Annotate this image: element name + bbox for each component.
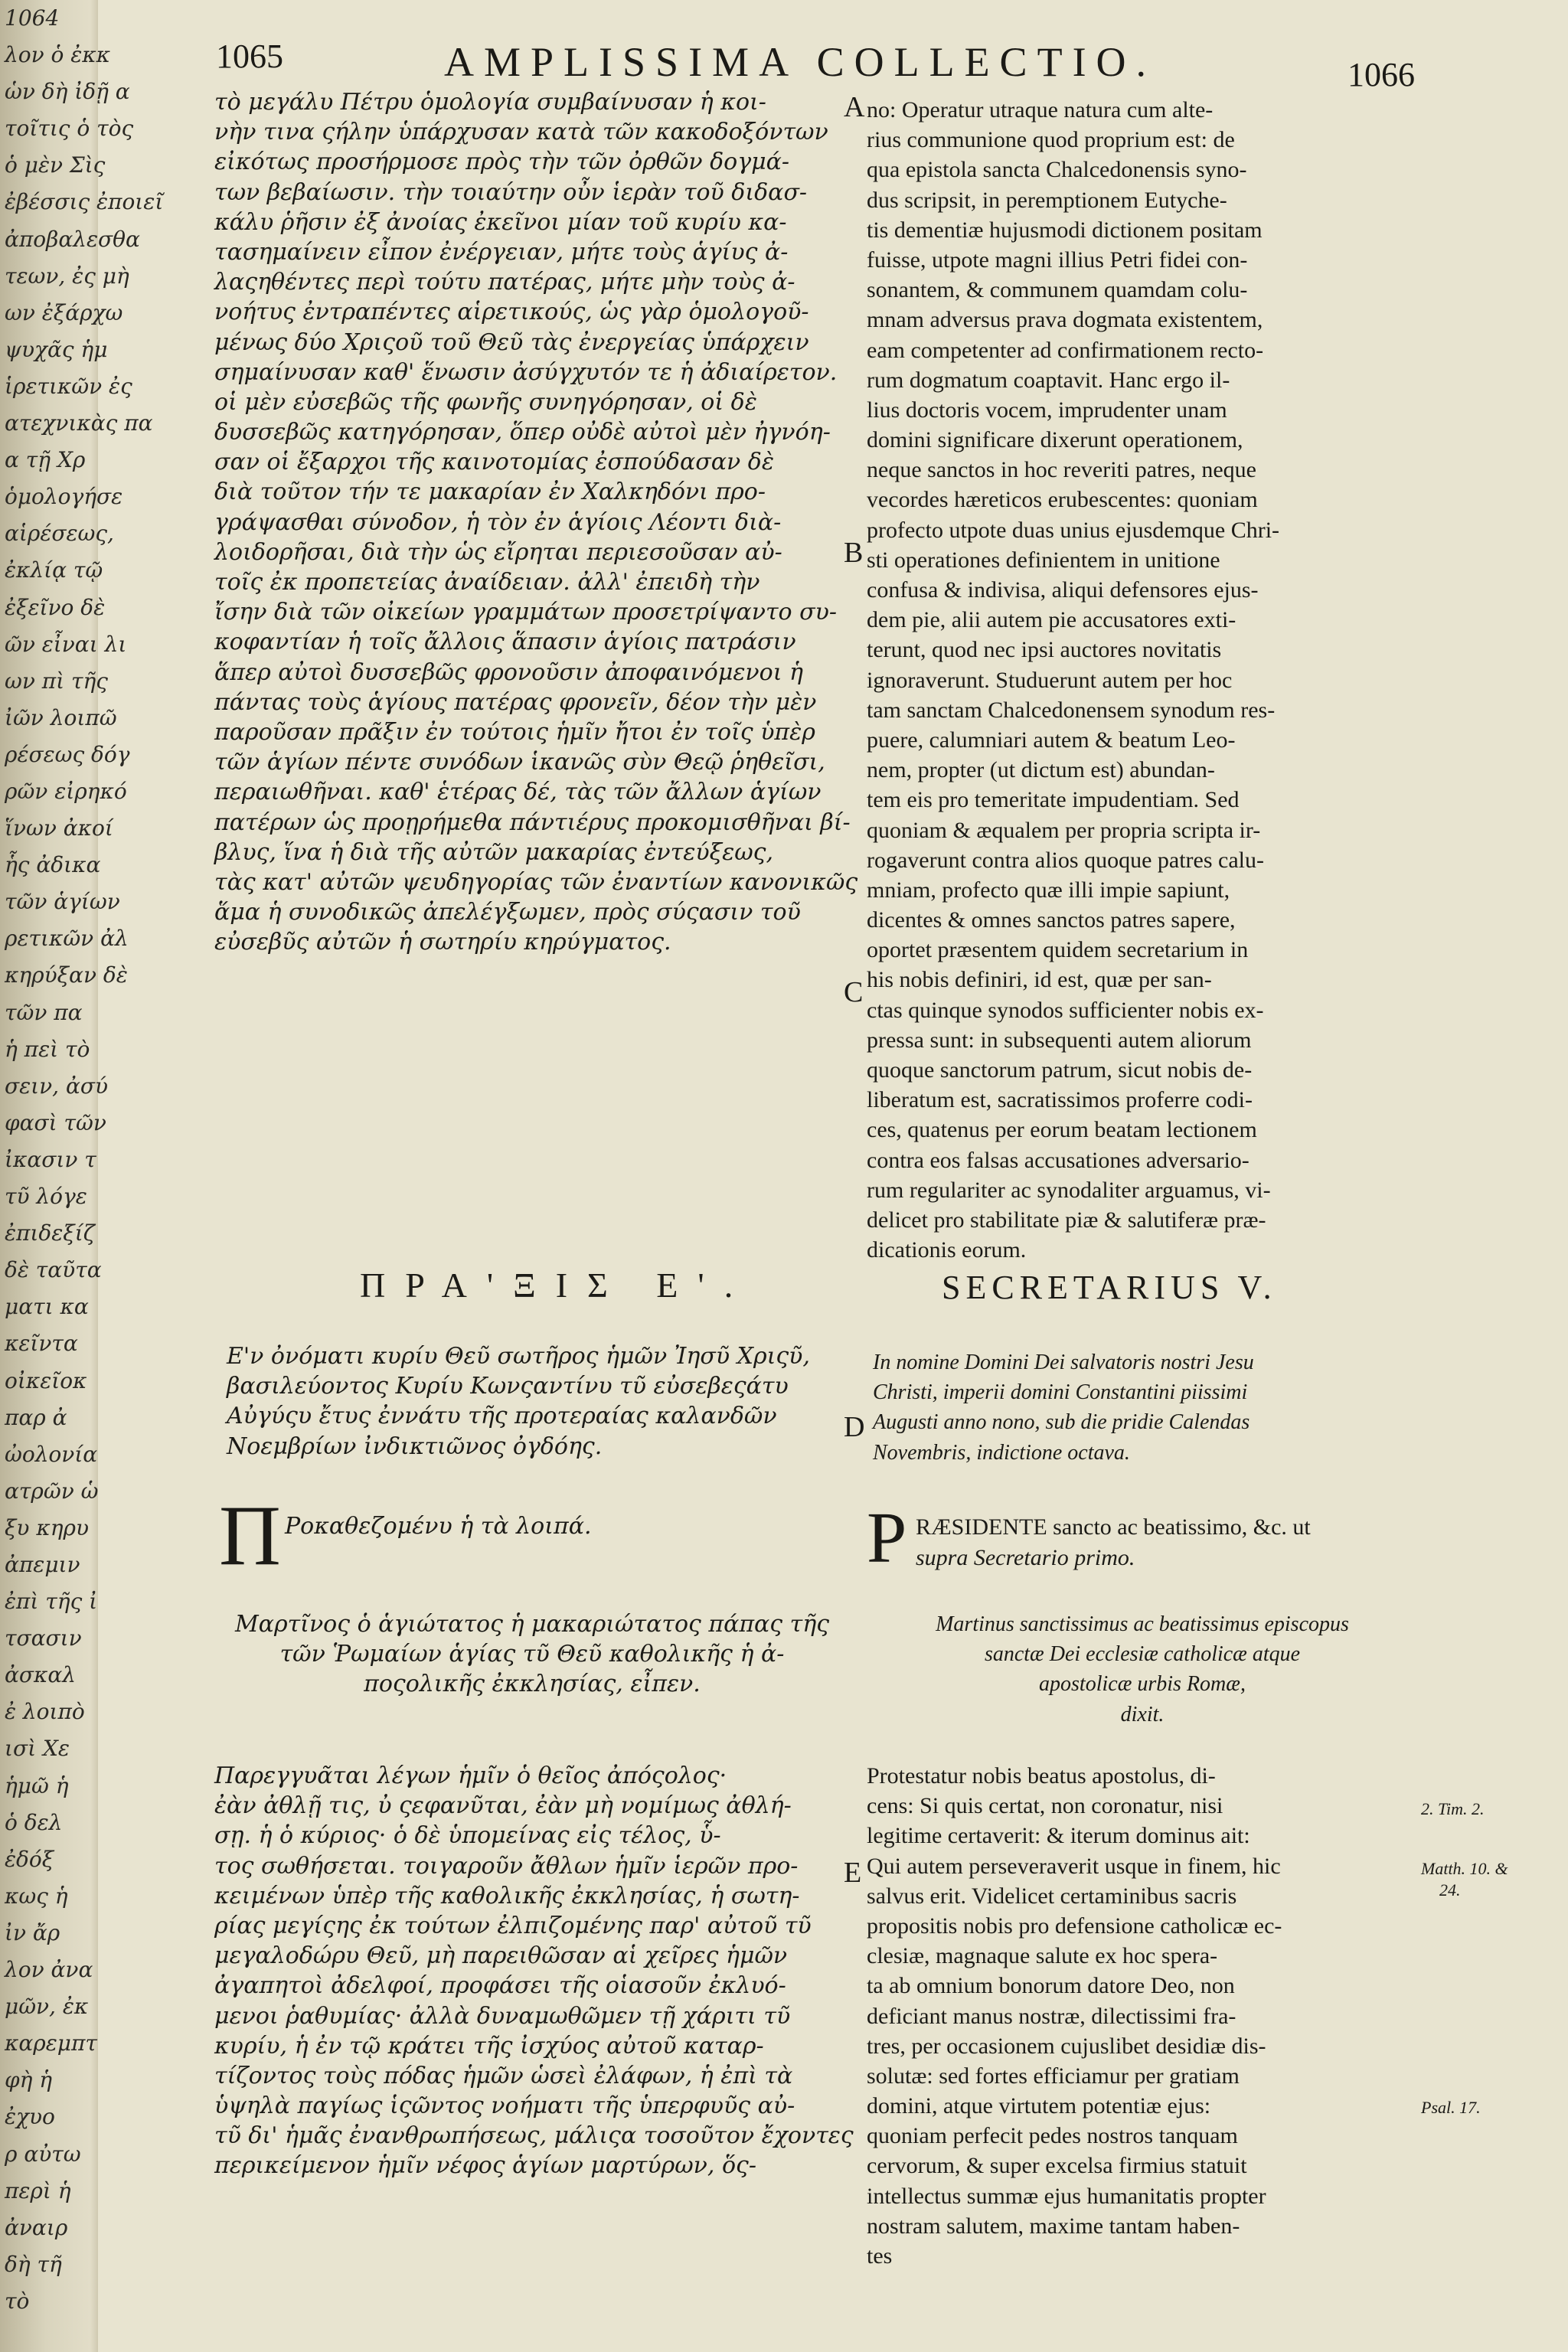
latin-text-line: confusa & indivisa, aliqui defensores ejus- [867,577,1259,603]
latin-text-line: liberatum est, sacratissimos proferre codi- [867,1087,1253,1113]
latin-speech-line: intellectus summæ ejus humanitatis propter [867,2183,1266,2209]
latin-invocation-line: In nomine Domini Dei salvatoris nostri Jesu [873,1351,1254,1374]
greek-text-line: νὴν τινα ςήλην ὑπάρχυσαν κατὰ τῶν κακοδοξόντων [214,119,828,146]
gutter-text-fragment: τσασιν [5,1625,82,1651]
greek-text-line: οἱ μὲν εὐσεβῶς τῆς φωνῆς συνηγόρησαν, οἱ δὲ [214,388,757,416]
greek-speech-line: τίζοντος τοὺς πόδας ἡμῶν ὡσεὶ ἐλάφων, ἡ ἐπὶ τὰ [214,2062,793,2089]
greek-invocation-line: Νοεμβρίων ἰνδικτιῶνος ὀγδόης. [227,1432,603,1460]
greek-text-line: ἅπερ αὐτοὶ δυσσεβῶς φρονοῦσιν ἀποφαινόμενοι ἡ [214,658,803,686]
latin-text-line: qua epistola sancta Chalcedonensis syno- [867,157,1247,183]
greek-text-line: τὰς κατ' αὐτῶν ψευδηγορίας τῶν ἐναντίων κανονικῶς [214,868,858,896]
gutter-text-fragment: ἀπεμιν [5,1552,80,1577]
greek-section-heading: ΠΡΑ'ΞΙΣ Ε'. [360,1266,753,1305]
latin-text-line: quoque sanctorum patrum, sicut nobis de- [867,1057,1253,1083]
gutter-text-fragment: ἵνων ἀκοί [5,815,113,841]
gutter-text-fragment: ἐκλίᾳ τῷ [5,557,103,583]
latin-martinus-heading [867,1609,1418,1730]
gutter-text-fragment: ὁμολογήσε [5,484,123,510]
greek-text-line: πάντας τοὺς ἁγίους πατέρας φρονεῖν, δέον τὴν μὲν [214,688,817,716]
latin-text-line: mnam adversus prava dogmata existentem, [867,307,1263,333]
latin-text-line: tis dementiæ hujusmodi dictionem positam [867,217,1263,243]
gutter-text-fragment: ἰν ἄρ [5,1919,60,1945]
gutter-text-fragment: τοῖτις ὁ τὸς [5,116,134,142]
greek-martinus-line: τῶν Ῥωμαίων ἁγίας τῦ Θεῦ καθολικῆς ἡ ἀ- [279,1641,785,1668]
gutter-text-fragment: ἐβέσσις ἐποιεῖ [5,189,164,215]
latin-text-line: vecordes hæreticos erubescentes: quoniam [867,487,1258,513]
greek-speech-line: μενοι ῥαθυμίας· ἀλλὰ δυναμωθῶμεν τῇ χάριτι τῦ [214,2002,791,2030]
greek-text-line: βλυς, ἵνα ἡ διὰ τῆς αὐτῶν μακαρίας ἐντεύξεως, [214,838,774,866]
greek-invocation-line: Αὐγύςυ ἔτυς ἐννάτυ τῆς προτεραίας καλανδῶν [227,1403,777,1430]
gutter-text-fragment: ὡν δὴ ἰδῇ α [5,79,130,105]
latin-speech-line: salvus erit. Videlicet certaminibus sacris [867,1883,1237,1909]
latin-text-line: dicationis eorum. [867,1237,1027,1263]
facing-page-gutter [0,0,164,2352]
latin-speech-line: ta ab omnium bonorum datore Deo, non [867,1973,1235,1999]
gutter-text-fragment: ἀναιρ [5,2214,68,2240]
latin-text-line: dem pie, alii autem pie accusatores exti- [867,607,1236,633]
latin-text-line: his nobis definiri, id est, quæ per san- [867,967,1212,993]
gutter-text-fragment: ατρῶν ὡ [5,1478,99,1504]
greek-main-column [214,87,858,957]
latin-speech-line: deficiant manus nostræ, dilectissimi fra- [867,2003,1236,2029]
greek-speech-line: σῃ. ἡ ὁ κύριος· ὁ δὲ ὑπομείνας εἰς τέλος, ὗ- [214,1822,721,1850]
greek-text-line: λοιδορῆσαι, διὰ τὴν ὡς εἴρηται περιεσοῦσαν αὐ- [214,538,782,566]
gutter-text-fragment: δὴ τῆ [5,2251,62,2277]
greek-text-line: διὰ τοῦτον τήν τε μακαρίαν ἐν Χαλκηδόνι προ- [214,479,766,506]
greek-text-line: ἴσην διὰ τῶν οἰκείων γραμμάτων προσετρίψαντο συ- [214,599,838,626]
greek-speech-line: ρίας μεγίςης ἐκ τούτων ἐλπιζομένης παρ' αὐτοῦ τῦ [214,1912,812,1939]
latin-invocation-line: Novembris, indictione octava. [873,1440,1130,1465]
gutter-text-fragment: ὠολονία [5,1441,98,1467]
gutter-text-fragment: ρῶν εἰρηκό [5,779,127,804]
greek-text-line: σαν οἱ ἔξαρχοι τῆς καινοτομίας ἐσπούδασαν δὲ [214,449,774,476]
gutter-text-fragment: λον ἀνα [5,1957,93,1983]
latin-drop-capital: P [867,1498,907,1578]
latin-speech-line: quoniam perfecit pedes nostros tanquam [867,2123,1238,2149]
latin-text-line: contra eos falsas accusationes adversario- [867,1147,1250,1173]
greek-text-line: μένως δύο Χριςοῦ τοῦ Θεῦ τὰς ἐνεργείας ὑπάρχειν [214,328,809,356]
gutter-text-fragment: περὶ ἡ [5,2177,71,2203]
latin-text-line: domini significare dixerunt operationem, [867,427,1243,453]
greek-text-line: τῶν ἁγίων πέντε συνόδων ἱκανῶς σὺν Θεῷ ῥηθεῖσι, [214,749,825,776]
latin-text-line: tam sanctam Chalcedonensem synodum res- [867,697,1276,723]
latin-speech-column [867,1761,1418,2271]
latin-text-line: rius communione quod proprium est: de [867,127,1235,153]
greek-martinus-line: ποςολικῆς ἐκκλησίας, εἶπεν. [364,1671,701,1698]
gutter-text-fragment: ων πὶ τῆς [5,668,108,694]
greek-martinus-heading [214,1609,850,1700]
page-number-left: 1065 [216,38,283,75]
latin-text-line: tem eis pro temeritate impudentiam. Sed [867,787,1240,813]
greek-speech-line: ὑψηλὰ παγίως ἱςῶντος νοήματι τῆς ὑπερφυῦς αὐ- [214,2092,795,2120]
greek-text-line: τασημαίνειν εἶπον ἐνέργειαν, μήτε τοὺς ἁγίυς ἀ- [214,238,789,266]
gutter-text-fragment: ων ἐξάρχω [5,299,123,325]
gutter-text-fragment: ὁ δελ [5,1809,63,1835]
gutter-text-fragment: ρέσεως δόγ [5,741,130,767]
latin-text-line: no: Operatur utraque natura cum alte- [867,97,1214,122]
gutter-text-fragment: αἱρέσεως, [5,521,114,547]
greek-invocation-line: Ε'ν ὀνόματι κυρίυ Θεῦ σωτῆρος ἡμῶν Ἰησῦ Χριςῦ, [227,1343,810,1370]
greek-text-line: πατέρων ὡς προῃρήμεθα πάντιέρυς προκομισθῆναι βί- [214,808,851,836]
greek-text-line: κοφαντίαν ἡ τοῖς ἄλλοις ἅπασιν ἁγίοις πατράσιν [214,629,796,656]
latin-text-line: sonantem, & communem quamdam colu- [867,277,1248,303]
greek-speech-line: ἀγαπητοὶ ἀδελφοί, προφάσει τῆς οἱασοῦν ἐκλυό- [214,1972,786,2000]
latin-speech-line: Protestatur nobis beatus apostolus, di- [867,1763,1216,1788]
gutter-text-fragment: σειν, ἀσύ [5,1073,108,1099]
margin-note-matth: Matth. 10. & [1421,1859,1508,1878]
gutter-text-fragment: ψυχᾶς ἡμ [5,336,108,362]
latin-speech-line: propositis nobis pro defensione catholicæ ec- [867,1913,1282,1939]
gutter-text-fragment: ἀσκαλ [5,1662,77,1688]
gutter-text-fragment: κεῖντα [5,1331,78,1357]
latin-speech-line: cens: Si quis certat, non coronatur, nisi [867,1793,1223,1819]
gutter-text-fragment: ἡμῶ ἡ [5,1772,69,1798]
latin-text-line: mniam, profecto quæ illi impie sapiunt, [867,877,1230,903]
greek-speech-line: τῦ δι' ἡμᾶς ἐνανθρωπήσεως, μάλιςα τοσοῦτον ἔχοντες [214,2122,854,2150]
gutter-text-fragment: καρεμπτ [5,2030,97,2056]
gutter-text-fragment: φασὶ τῶν [5,1109,106,1135]
gutter-text-fragment: ἐ λοιπὸ [5,1699,85,1725]
gutter-text-fragment: ἀποβαλεσθα [5,226,140,252]
greek-text-line: κάλυ ῥῆσιν ἐξ ἀνοίας ἐκεῖνοι μίαν τοῦ κυρίυ κα- [214,208,787,236]
gutter-text-fragment: λον ὁ ἐκκ [5,42,111,68]
gutter-text-fragment: τῶν πα [5,999,83,1025]
gutter-text-fragment: οἰκεῖοκ [5,1367,87,1393]
gutter-text-fragment: ἡ πεὶ τὸ [5,1036,90,1062]
gutter-text-fragment: ισὶ Χε [5,1736,70,1762]
latin-text-line: ces, quatenus per eorum beatam lectionem [867,1117,1257,1143]
gutter-text-fragment: ἧς ἀδικα [5,852,101,878]
latin-text-line: sti operationes definientem in unitione [867,547,1220,573]
latin-text-line: rogaverunt contra alios quoque patres calu- [867,847,1264,873]
latin-speech-line: cervorum, & super excelsa firmius statuit [867,2153,1247,2179]
latin-martinus-line: apostolicæ urbis Romæ, [1039,1672,1246,1697]
latin-text-line: delicet pro stabilitate piæ & salutiferæ præ- [867,1207,1266,1233]
margin-note-matth-cont: 24. [1439,1880,1461,1900]
greek-presiding-text: Ροκαθεζομένυ ἡ τὰ λοιπά. [285,1513,592,1540]
latin-invocation-line: Augusti anno nono, sub die pridie Calendas [873,1410,1250,1435]
latin-text-line: dus scripsit, in peremptionem Eutyche- [867,187,1227,213]
gutter-text-fragment: ὁ μὲν Σὶς [5,152,106,178]
gutter-text-fragment: ξυ κηρυ [5,1514,89,1540]
gutter-text-fragment: τεων, ἐς μὴ [5,263,129,289]
latin-martinus-line: dixit. [1120,1702,1165,1726]
gutter-text-fragment: φὴ ἡ [5,2067,53,2093]
latin-speech-line: nostram salutem, maxime tantam haben- [867,2213,1240,2239]
latin-text-line: lius doctoris vocem, imprudenter unam [867,397,1227,423]
gutter-text-fragment: ἐπὶ τῆς ἰ [5,1589,98,1615]
gutter-text-fragment: μῶν, ἐκ [5,1994,89,2020]
latin-section-heading: SECRETARIUS V. [942,1269,1277,1306]
latin-text-line: rum dogmatum coaptavit. Hanc ergo il- [867,367,1230,393]
greek-speech-line: περικείμενον ἡμῖν νέφος ἁγίων μαρτύρων, ὅς- [214,2152,756,2180]
gutter-text-fragment: ματι κα [5,1294,89,1320]
latin-text-line: rum regulariter ac synodaliter arguamus, vi- [867,1177,1271,1203]
gutter-text-fragment: ἱρετικῶν ἐς [5,373,132,399]
running-title: AMPLISSIMA COLLECTIO. [444,39,1157,85]
gutter-text-fragment: ατεχνικὰς πα [5,410,153,436]
greek-speech-line: μεγαλοδώρυ Θεῦ, μὴ παρειθῶσαν αἱ χεῖρες ἡμῶν [214,1942,788,1970]
latin-speech-line: tres, per occasionem cujuslibet desidiæ dis- [867,2033,1266,2059]
greek-text-line: νοήτυς ἐντραπέντες αἱρετικούς, ὡς γὰρ ὁμολογοῦ- [214,299,809,326]
latin-presiding-line-1: RÆSIDENTE sancto ac beatissimo, &c. ut [916,1514,1311,1540]
gutter-text-fragment: τῶν ἁγίων [5,889,120,915]
latin-speech-line: Qui autem perseveraverit usque in finem, hic [867,1853,1281,1879]
gutter-text-fragment: ἐδόξ [5,1846,54,1872]
margin-note-psal: Psal. 17. [1421,2098,1481,2117]
greek-text-line: τὸ μεγάλυ Πέτρυ ὁμολογία συμβαίνυσαν ἡ κοι- [214,89,766,116]
latin-presiding-line-2: supra Secretario primo. [916,1545,1135,1570]
gutter-text-fragment: τὸ [5,2288,30,2314]
greek-speech-line: Παρεγγυᾶται λέγων ἡμῖν ὁ θεῖος ἀπόςολος· [214,1762,727,1789]
greek-text-line: περαιωθῆναι. καθ' ἑτέρας δέ, τὰς τῶν ἄλλων ἁγίων [214,779,822,806]
greek-speech-line: κυρίυ, ἡ ἐν τῷ κράτει τῆς ἰσχύος αὐτοῦ καταρ- [214,2032,764,2060]
section-marker-c: C [844,976,864,1008]
gutter-text-fragment: κως ἡ [5,1883,68,1909]
greek-invocation [227,1341,865,1462]
greek-invocation-line: βασιλεύοντος Κυρίυ Κωνςαντίνυ τῦ εὐσεβεςάτυ [227,1373,789,1400]
gutter-text-fragment: παρ ἀ [5,1404,67,1430]
gutter-text-fragment: 1064 [5,5,60,31]
latin-invocation [873,1348,1424,1468]
latin-text-line: neque sanctos in hoc reveriti patres, neque [867,457,1256,483]
latin-text-line: oportet præsentem quidem secretarium in [867,937,1249,963]
greek-text-line: σημαίνυσαν καθ' ἕνωσιν ἀσύγχυτόν τε ἡ ἀδιαίρετον. [214,358,838,386]
latin-text-line: eam competenter ad confirmationem recto- [867,337,1264,363]
latin-text-line: profecto utpote duas unius ejusdemque Chri- [867,517,1280,543]
greek-text-line: των βεβαίωσιν. τὴν τοιαύτην οὖν ἱερὰν τοῦ διδασ- [214,178,808,206]
gutter-text-fragment: ἐπιδεξίζ [5,1220,95,1246]
latin-speech-line: legitime certaverit: & iterum dominus ait: [867,1823,1250,1849]
greek-drop-capital: Π [219,1488,281,1583]
gutter-text-fragment: ἰκασιν τ [5,1146,96,1172]
gutter-text-fragment: κηρύξαν δὲ [5,962,128,988]
latin-invocation-line: Christi, imperii domini Constantini piissimi [873,1380,1248,1405]
gutter-text-fragment: δὲ ταῦτα [5,1257,102,1283]
gutter-text-fragment: ἐξεῖνο δὲ [5,594,106,620]
latin-martinus-line: sanctæ Dei ecclesiæ catholicæ atque [984,1642,1301,1667]
gutter-text-fragment: ἐχυο [5,2104,55,2130]
latin-main-column [867,95,1418,1265]
greek-speech-column [214,1761,854,2181]
latin-speech-line: solutæ: sed fortes efficiamur per gratiam [867,2063,1240,2089]
latin-text-line: ignoraverunt. Studuerunt autem per hoc [867,667,1233,693]
greek-speech-line: τος σωθήσεται. τοιγαροῦν ἄθλων ἡμῖν ἱερῶν προ- [214,1852,799,1880]
gutter-text-fragment: ρετικῶν ἀλ [5,926,129,952]
greek-martinus-line: Μαρτῖνος ὁ ἁγιώτατος ἡ μακαριώτατος πάπας τῆς [234,1611,830,1638]
latin-text-line: quoniam & æqualem per propria scripta ir- [867,817,1261,843]
page-number-right: 1066 [1348,56,1415,93]
latin-speech-line: clesiæ, magnaque salute ex hoc spera- [867,1943,1218,1969]
latin-text-line: nem, propter (ut dictum est) abundan- [867,757,1215,783]
latin-text-line: dicentes & omnes sanctos patres sapere, [867,907,1236,933]
gutter-text-fragment: ῶν εἶναι λι [5,631,127,657]
gutter-text-fragment: ἰῶν λοιπῶ [5,704,117,730]
greek-text-line: εἰκότως προσήρμοσε πρὸς τὴν τῶν ὀρθῶν δογμά- [214,149,790,176]
latin-speech-line: domini, atque virtutem potentiæ ejus: [867,2093,1211,2119]
section-marker-a: A [844,91,865,123]
section-marker-b: B [844,537,864,569]
section-marker-d: D [844,1411,865,1443]
margin-note-tim: 2. Tim. 2. [1421,1799,1485,1818]
greek-text-line: εὐσεβῦς αὐτῶν ἡ σωτηρίυ κηρύγματος. [214,929,671,956]
greek-text-line: λαςηθέντες περὶ τούτυ πατέρας, μήτε μὴν τοὺς ἀ- [214,269,795,296]
latin-text-line: terunt, quod nec ipsi auctores novitatis [867,637,1222,663]
gutter-text-fragment: ρ αὐτω [5,2141,81,2167]
greek-text-line: παροῦσαν πρᾶξιν ἐν τούτοις ἡμῖν ἤτοι ἐν τοῖς ὑπὲρ [214,718,815,746]
latin-text-line: fuisse, utpote magni illius Petri fidei con- [867,247,1248,273]
greek-text-line: τοῖς ἐκ προπετείας ἀναίδειαν. ἀλλ' ἐπειδὴ τὴν [214,569,760,596]
greek-text-line: γράψασθαι σύνοδον, ἡ τὸν ἐν ἁγίοις Λέοντι διὰ- [214,508,782,536]
gutter-text-fragment: τῦ λόγε [5,1184,87,1210]
greek-text-line: ἅμα ἡ συνοδικῶς ἀπελέγξωμεν, πρὸς σύςασιν τοῦ [214,899,801,926]
latin-text-line: puere, calumniari autem & beatum Leo- [867,727,1236,753]
latin-text-line: pressa sunt: in subsequenti autem aliorum [867,1027,1252,1053]
latin-speech-line: tes [867,2243,893,2269]
section-marker-e: E [844,1857,862,1889]
greek-text-line: δυσσεβῶς κατηγόρησαν, ὅπερ οὐδὲ αὐτοὶ μὲν ἠγνόη- [214,419,831,446]
latin-text-line: ctas quinque synodos sufficienter nobis ex- [867,997,1264,1023]
greek-speech-line: ἐὰν ἀθλῇ τις, ὐ ςεφανῦται, ἐὰν μὴ νομίμως ἀθλή- [214,1792,792,1820]
greek-speech-line: κειμένων ὑπὲρ τῆς καθολικῆς ἐκκλησίας, ἡ σωτη- [214,1882,800,1909]
gutter-text-fragment: α τῇ Χρ [5,447,86,473]
latin-martinus-line: Martinus sanctissimus ac beatissimus episcopus [936,1612,1349,1636]
